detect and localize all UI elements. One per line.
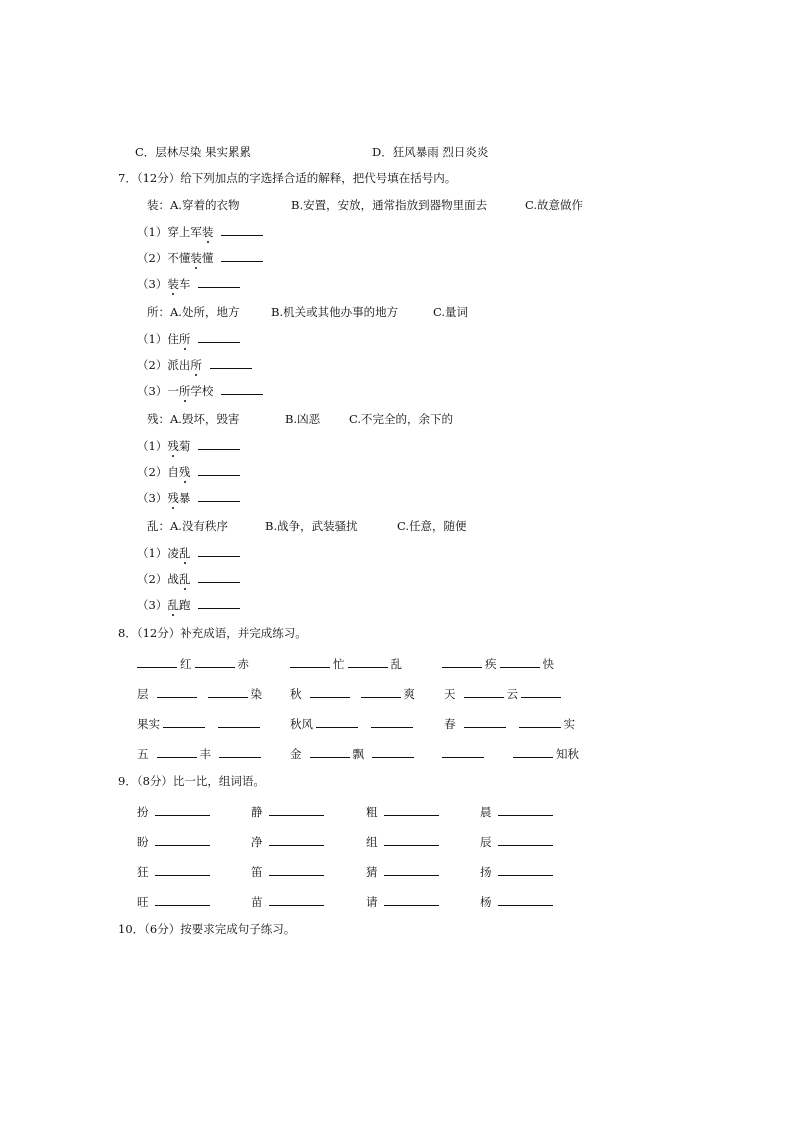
answer-blank[interactable]	[269, 864, 324, 876]
item-number: （2）	[137, 251, 168, 265]
answer-blank[interactable]	[384, 894, 439, 906]
q7-group-1-option-b: B.安置，安放，通常指放到器物里面去	[291, 198, 488, 212]
q9-cell	[366, 834, 442, 849]
answer-blank[interactable]	[155, 894, 210, 906]
q9-char: 净	[251, 835, 263, 849]
q7-group-2-option-b: B.机关或其他办事的地方	[271, 305, 399, 319]
q8-title: 8．（12分）补充成语，并完成练习。	[118, 626, 307, 640]
q9-char: 笛	[251, 865, 263, 879]
q9-char: 盼	[137, 835, 149, 849]
q9-cell	[137, 864, 213, 879]
dotted-char: 装	[190, 251, 202, 265]
q9-cell	[366, 894, 442, 909]
q7-group-3-option-c: C.不完全的，余下的	[349, 412, 454, 426]
item-text-pre: 住	[167, 332, 179, 346]
q9-char: 请	[366, 895, 378, 909]
q7-group-2-option-c: C.量词	[433, 305, 469, 319]
q7-group-4-option-a: 乱：A.没有秩序	[147, 519, 228, 533]
answer-blank[interactable]	[155, 834, 210, 846]
answer-blank[interactable]	[198, 438, 240, 450]
q9-char: 扮	[137, 805, 149, 819]
q9-char: 狂	[137, 865, 149, 879]
q7-group-2-item-3	[137, 383, 266, 398]
q7-group-1-item-3	[137, 276, 243, 291]
item-text-pre: 一	[167, 384, 179, 398]
dotted-char: 所	[190, 358, 202, 372]
idiom-6: 天 云	[444, 686, 564, 701]
answer-blank[interactable]	[384, 804, 439, 816]
item-text-pre: 派出	[167, 358, 191, 372]
dotted-char: 乱	[178, 572, 191, 586]
item-text-post: 车	[178, 277, 191, 291]
item-text-pre: 不懂	[167, 251, 191, 265]
answer-blank[interactable]	[221, 383, 263, 395]
item-number: （3）	[137, 277, 168, 291]
item-text-post: 菊	[178, 439, 191, 453]
q9-cell	[137, 834, 213, 849]
item-number: （1）	[137, 439, 168, 453]
q9-char: 组	[366, 835, 378, 849]
q7-title: 7．（12分）给下列加点的字选择合适的解释，把代号填在括号内。	[118, 171, 457, 185]
answer-blank[interactable]	[198, 597, 240, 609]
q9-cell	[480, 804, 556, 819]
item-text-post: 暴	[178, 491, 191, 505]
q9-char: 旺	[137, 895, 149, 909]
q7-group-3-item-3	[137, 490, 243, 505]
answer-blank[interactable]	[221, 224, 263, 236]
q9-title: 9．（8分）比一比，组词语。	[118, 774, 265, 788]
q7-group-4-item-3	[137, 597, 243, 612]
q9-cell	[366, 864, 442, 879]
item-number: （1）	[137, 546, 168, 560]
answer-blank[interactable]	[198, 571, 240, 583]
dotted-char: 装	[167, 277, 179, 291]
item-number: （3）	[137, 384, 168, 398]
idiom-7: 果实	[137, 716, 263, 731]
q7-group-4-item-1	[137, 545, 243, 560]
item-text-post: 跑	[178, 598, 191, 612]
answer-blank[interactable]	[155, 804, 210, 816]
idiom-9: 春 实	[444, 717, 575, 731]
item-number: （3）	[137, 491, 168, 505]
answer-blank[interactable]	[198, 490, 240, 502]
q9-char: 晨	[480, 805, 492, 819]
item-number: （3）	[137, 598, 168, 612]
answer-blank[interactable]	[384, 834, 439, 846]
q9-char: 杨	[480, 895, 492, 909]
q6-option-c: C．层林尽染 果实累累	[135, 145, 251, 159]
q9-cell	[137, 804, 213, 819]
answer-blank[interactable]	[269, 804, 324, 816]
q9-cell	[137, 894, 213, 909]
idiom-8: 秋风	[290, 716, 416, 731]
q7-group-2-item-2	[137, 357, 255, 372]
dotted-char: 残	[178, 465, 191, 479]
item-text-pre: 凌	[167, 546, 179, 560]
item-number: （1）	[137, 225, 168, 239]
q9-char: 苗	[251, 895, 263, 909]
q9-char: 粗	[366, 805, 378, 819]
answer-blank[interactable]	[210, 357, 252, 369]
answer-blank[interactable]	[269, 894, 324, 906]
dotted-char: 乱	[178, 546, 191, 560]
dotted-char: 乱	[167, 598, 179, 612]
answer-blank[interactable]	[498, 804, 553, 816]
dotted-char: 所	[178, 384, 191, 398]
dotted-char: 残	[167, 491, 179, 505]
q9-cell	[251, 894, 327, 909]
q9-cell	[251, 804, 327, 819]
answer-blank[interactable]	[221, 250, 263, 262]
idiom-11: 金 飘	[290, 746, 417, 761]
q9-char: 辰	[480, 835, 492, 849]
q9-char: 猜	[366, 865, 378, 879]
answer-blank[interactable]	[155, 864, 210, 876]
dotted-char: 装	[201, 225, 214, 239]
item-number: （2）	[137, 358, 168, 372]
item-number: （2）	[137, 572, 168, 586]
q7-group-2-item-1	[137, 331, 243, 346]
dotted-char: 所	[178, 332, 191, 346]
answer-blank[interactable]	[498, 834, 553, 846]
item-number: （2）	[137, 465, 168, 479]
q7-group-1-option-a: 装：A.穿着的衣物	[147, 198, 240, 212]
q9-char: 静	[251, 805, 263, 819]
q7-group-1-item-1	[137, 224, 266, 239]
answer-blank[interactable]	[198, 331, 240, 343]
item-text-pre: 穿上军	[167, 225, 202, 239]
q9-cell	[480, 894, 556, 909]
q9-cell	[480, 834, 556, 849]
idiom-3: 疾 快	[442, 656, 554, 671]
item-text-post: 懂	[201, 251, 214, 265]
q9-cell	[480, 864, 556, 879]
answer-blank[interactable]	[198, 464, 240, 476]
item-text-post: 学校	[190, 384, 214, 398]
q10-title: 10．（6分）按要求完成句子练习。	[118, 922, 296, 936]
idiom-2: 忙 乱	[290, 656, 402, 671]
item-text-pre: 自	[167, 465, 179, 479]
q7-group-4-item-2	[137, 571, 243, 586]
idiom-5: 秋 爽	[290, 687, 415, 701]
q7-group-3-item-2	[137, 464, 243, 479]
q7-group-4-option-b: B.战争，武装骚扰	[265, 519, 358, 533]
answer-blank[interactable]	[198, 545, 240, 557]
answer-blank[interactable]	[498, 894, 553, 906]
q6-option-d: D．狂风暴雨 烈日炎炎	[372, 145, 489, 159]
q7-group-2-option-a: 所：A.处所，地方	[147, 305, 240, 319]
idiom-1: 红 赤	[137, 656, 249, 671]
idiom-10: 五 丰	[137, 746, 264, 761]
q7-group-1-item-2	[137, 250, 266, 265]
q9-char: 扬	[480, 865, 492, 879]
q7-group-4-option-c: C.任意，随便	[397, 519, 467, 533]
idiom-4: 层 染	[137, 687, 262, 701]
answer-blank[interactable]	[198, 276, 240, 288]
q9-cell	[366, 804, 442, 819]
q9-cell	[251, 864, 327, 879]
q7-group-1-option-c: C.故意做作	[525, 198, 584, 212]
dotted-char: 残	[167, 439, 179, 453]
idiom-12: 知秋	[442, 746, 579, 761]
q7-group-3-item-1	[137, 438, 243, 453]
answer-blank[interactable]	[384, 864, 439, 876]
q7-group-3-option-b: B.凶恶	[285, 412, 321, 426]
item-number: （1）	[137, 332, 168, 346]
q7-group-3-option-a: 残：A.毁坏，毁害	[147, 412, 240, 426]
q9-cell	[251, 834, 327, 849]
item-text-pre: 战	[167, 572, 179, 586]
answer-blank[interactable]	[269, 834, 324, 846]
answer-blank[interactable]	[498, 864, 553, 876]
